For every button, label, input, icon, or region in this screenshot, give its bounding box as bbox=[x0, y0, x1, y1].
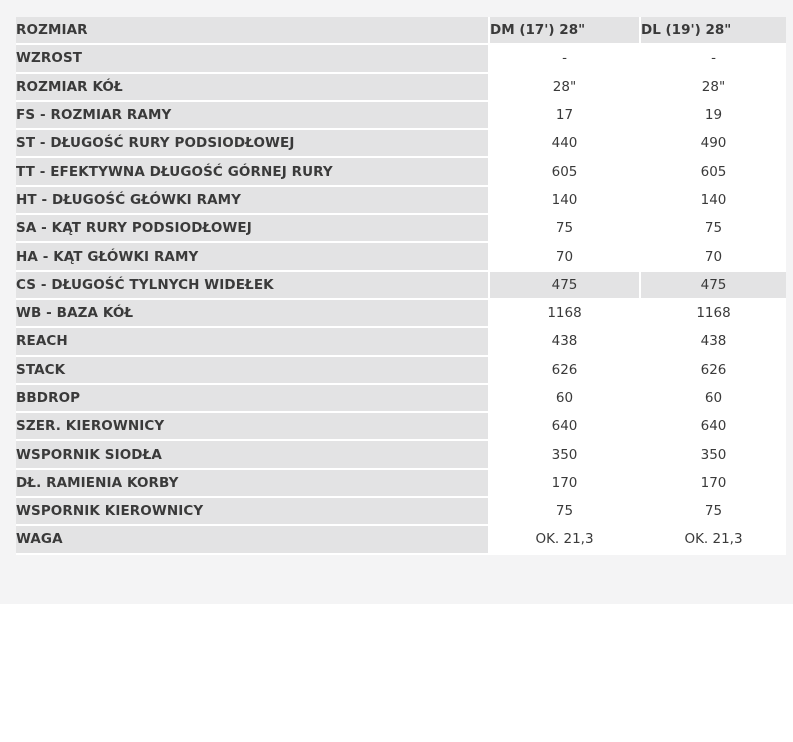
table-row bbox=[16, 243, 786, 271]
row-value-dl: 75 bbox=[641, 498, 786, 526]
row-label: ST - DŁUGOŚĆ RURY PODSIODŁOWEJ bbox=[16, 130, 488, 158]
table-row bbox=[16, 441, 786, 469]
row-label: FS - ROZMIAR RAMY bbox=[16, 102, 488, 130]
row-value-dl: 438 bbox=[641, 328, 786, 356]
row-value-dm: 140 bbox=[490, 187, 639, 215]
row-label: STACK bbox=[16, 357, 488, 385]
row-value-dl: 19 bbox=[641, 102, 786, 130]
row-value-dm: 28" bbox=[490, 74, 639, 102]
row-value-dl: 70 bbox=[641, 243, 786, 271]
row-value-dm: 70 bbox=[490, 243, 639, 271]
table-row bbox=[16, 187, 786, 215]
table-row bbox=[16, 158, 786, 186]
table-row bbox=[16, 498, 786, 526]
table-row bbox=[16, 357, 786, 385]
row-value-dm: 350 bbox=[490, 441, 639, 469]
row-value-dm: 60 bbox=[490, 385, 639, 413]
row-value-dl: 475 bbox=[641, 272, 786, 300]
row-value-dm: 605 bbox=[490, 158, 639, 186]
table-row bbox=[16, 102, 786, 130]
row-label: CS - DŁUGOŚĆ TYLNYCH WIDEŁEK bbox=[16, 272, 488, 300]
row-value-dl: 75 bbox=[641, 215, 786, 243]
row-value-dl: 28" bbox=[641, 74, 786, 102]
row-value-dl: - bbox=[641, 45, 786, 73]
row-label: TT - EFEKTYWNA DŁUGOŚĆ GÓRNEJ RURY bbox=[16, 158, 488, 186]
row-value-dm: 640 bbox=[490, 413, 639, 441]
row-value-dl: 640 bbox=[641, 413, 786, 441]
row-value-dl: 350 bbox=[641, 441, 786, 469]
row-value-dl: 1168 bbox=[641, 300, 786, 328]
row-value-dl: 170 bbox=[641, 470, 786, 498]
row-label: WZROST bbox=[16, 45, 488, 73]
row-label: WSPORNIK SIODŁA bbox=[16, 441, 488, 469]
table-row bbox=[16, 45, 786, 73]
table-row bbox=[16, 215, 786, 243]
header-size-dl: DL (19') 28" bbox=[641, 17, 786, 45]
row-value-dm: 170 bbox=[490, 470, 639, 498]
table-row bbox=[16, 300, 786, 328]
row-label: DŁ. RAMIENIA KORBY bbox=[16, 470, 488, 498]
header-size-label: ROZMIAR bbox=[16, 17, 488, 45]
table-row bbox=[16, 526, 786, 554]
row-value-dm: - bbox=[490, 45, 639, 73]
table-body bbox=[16, 45, 786, 554]
table-row bbox=[16, 328, 786, 356]
row-value-dm: 438 bbox=[490, 328, 639, 356]
row-value-dm: OK. 21,3 bbox=[490, 526, 639, 554]
table-row bbox=[16, 74, 786, 102]
geometry-table bbox=[16, 17, 786, 555]
row-label: SZER. KIEROWNICY bbox=[16, 413, 488, 441]
table-row bbox=[16, 130, 786, 158]
row-value-dl: 490 bbox=[641, 130, 786, 158]
table-header-row bbox=[16, 17, 786, 45]
row-value-dl: 626 bbox=[641, 357, 786, 385]
row-value-dm: 440 bbox=[490, 130, 639, 158]
row-value-dm: 626 bbox=[490, 357, 639, 385]
table-row bbox=[16, 385, 786, 413]
row-value-dm: 75 bbox=[490, 498, 639, 526]
row-value-dl: OK. 21,3 bbox=[641, 526, 786, 554]
table-row bbox=[16, 470, 786, 498]
row-label: WB - BAZA KÓŁ bbox=[16, 300, 488, 328]
row-label: HA - KĄT GŁÓWKI RAMY bbox=[16, 243, 488, 271]
row-value-dl: 60 bbox=[641, 385, 786, 413]
row-value-dl: 605 bbox=[641, 158, 786, 186]
row-value-dm: 475 bbox=[490, 272, 639, 300]
row-label: REACH bbox=[16, 328, 488, 356]
row-label: HT - DŁUGOŚĆ GŁÓWKI RAMY bbox=[16, 187, 488, 215]
row-label: ROZMIAR KÓŁ bbox=[16, 74, 488, 102]
row-value-dl: 140 bbox=[641, 187, 786, 215]
row-label: SA - KĄT RURY PODSIODŁOWEJ bbox=[16, 215, 488, 243]
row-label: WSPORNIK KIEROWNICY bbox=[16, 498, 488, 526]
table-row bbox=[16, 272, 786, 300]
row-value-dm: 1168 bbox=[490, 300, 639, 328]
table-row bbox=[16, 413, 786, 441]
row-value-dm: 75 bbox=[490, 215, 639, 243]
header-size-dm: DM (17') 28" bbox=[490, 17, 639, 45]
row-value-dm: 17 bbox=[490, 102, 639, 130]
row-label: WAGA bbox=[16, 526, 488, 554]
row-label: BBDROP bbox=[16, 385, 488, 413]
